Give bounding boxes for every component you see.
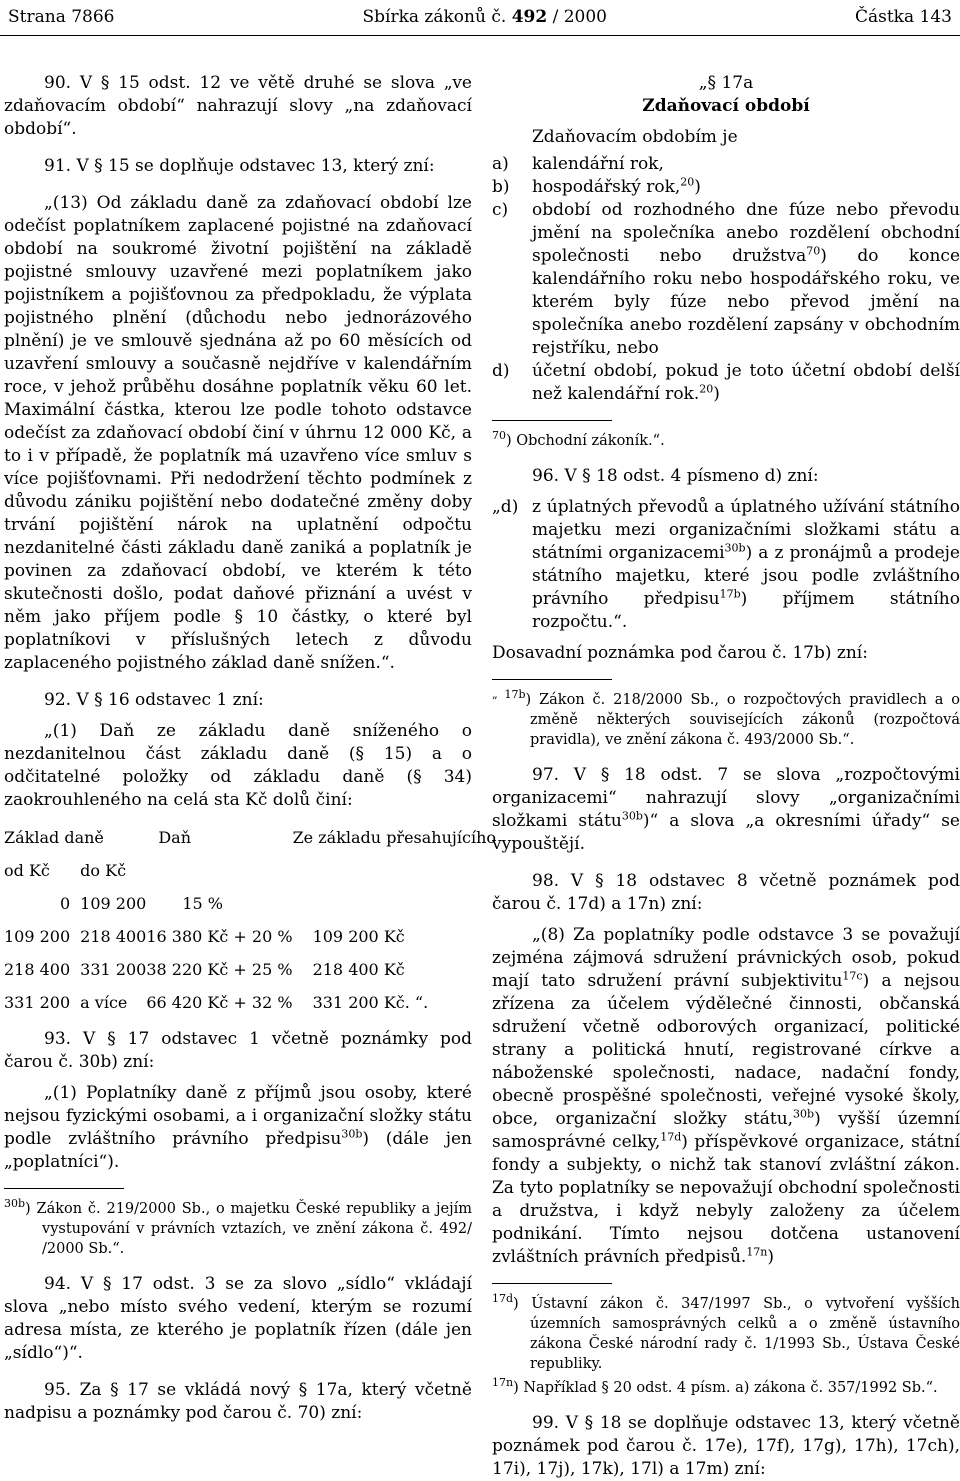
col-header-to: do Kč <box>80 861 127 880</box>
col-header-tax: Daň <box>158 828 192 847</box>
paragraph-96-note: Dosavadní poznámka pod čarou č. 17b) zní: <box>492 643 868 663</box>
section-17a-list <box>492 153 960 406</box>
paragraph-96: 96. V § 18 odst. 4 písmeno d) zní: <box>532 466 819 486</box>
footnote-17d: $^{17d}$) Ústavní zákon č. 347/1997 Sb., o vytvoření vyšších územních samosprávných celků a o změně ústavního zákona České národní rady č. 1/1993 Sb., Ústava České republiky. <box>492 1292 960 1372</box>
collection-title: Sbírka zákonů č. 492 / 2000 <box>362 6 607 27</box>
page-number: Strana 7866 <box>8 6 115 27</box>
section-17a-title: Zdaňovací období <box>642 96 810 116</box>
section-17a-intro: Zdaňovacím obdobím je <box>532 127 738 147</box>
col-header-from: od Kč <box>4 861 50 880</box>
tax-table <box>4 826 496 1024</box>
section-17a-heading: „§ 17a <box>698 73 754 93</box>
table-row: 218 400 331 200 38 220 Kč + 25 % 218 400 Kč <box>4 960 405 979</box>
paragraph-97: 97. V § 18 odst. 7 se slova „rozpočtovými organizacemi“ nahrazují slovy „organizačními složkami státu$^{30b}$)“ a slova „a okresními úřady“ se vypouštějí. <box>492 765 960 854</box>
footnote-70: $^{70}$) Obchodní zákoník.“. <box>492 429 665 449</box>
tax-table-header <box>4 826 496 859</box>
col-header-over: Ze základu přesahujícího <box>292 828 496 847</box>
paragraph-98-quote: „(8) Za poplatníky podle odstavce 3 se považují zejména zájmová sdružení právnických osob, pokud mají tato sdružení právní subjektivitu$^{17c}$) a nejsou zřízena za účelem výdělečné činnosti, občanská sdružení včetně odborových organizací, politické strany a politická hnutí, registrované církve a náboženské společnosti, nadace, nadační fondy, obecně prospěšné společnosti, veřejné vysoké školy, obce, organizační složky státu,$^{30b}$) vyšší územní samosprávné celky,$^{17d}$) příspěvkové organizace, státní fondy a subjekty, o nichž tak stanoví zvláštní zákon. Za tyto poplatníky se nepovažují obchodní společnosti a družstva, i když nebyly založeny za účelem podnikání. Tímto nejsou dotčena ustanovení zvláštních právních předpisů.$^{17n}$) <box>492 925 960 1267</box>
footnote-30b: $^{30b}$) Zákon č. 219/2000 Sb., o majetku České republiky a jejím vystupování v právních vztazích, ve znění zákona č. 492/ /2000 Sb.“. <box>4 1197 472 1257</box>
paragraph-96-quote: „d) z úplatných převodů a úplatného užívání státního majetku mezi organizačními složkami státu a státními organizacemi$^{30b}$) a z pronájmů a prodeje státního majetku, které jsou podle zvláštního právního předpisu$^{17b}$) příjmem státního rozpočtu.“. <box>492 497 960 632</box>
paragraph-92-quote: „(1) Daň ze základu daně sníženého o nezdanitelnou část základu daně (§ 15) a o odčitatelné položky od základu daně (§ 34) zaokrouhleného na celá sta Kč dolů činí: <box>4 721 472 810</box>
header-rule <box>0 35 960 36</box>
footnote-rule <box>492 420 612 421</box>
col-header-base: Základ daně <box>4 828 104 847</box>
table-row: 109 200 218 400 16 380 Kč + 20 % 109 200 Kč <box>4 927 405 946</box>
list-item: d) účetní období, pokud je toto účetní období delší než kalendářní rok.$^{20}$) <box>492 361 960 404</box>
page-header <box>0 0 960 34</box>
right-column <box>492 72 960 1481</box>
part-number: Částka 143 <box>854 6 952 27</box>
list-item: c) období od rozhodného dne fúze nebo převodu jmění na společníka anebo rozdělení obchodní společnosti nebo družstva$^{70}$) do konce kalendářního roku nebo hospodářského roku, ve kterém byly fúze nebo převod jmění na společníka anebo rozdělení zapsány v obchodním rejstříku, nebo <box>492 200 960 358</box>
paragraph-91: 91. V § 15 se doplňuje odstavec 13, který zní: <box>44 156 435 176</box>
table-row: 0 109 200 15 % <box>59 894 223 913</box>
paragraph-94: 94. V § 17 odst. 3 se za slovo „sídlo“ vkládají slova „nebo místo svého vedení, kterým se rozumí adresa místa, ze kterého je poplatník řízen (dále jen „sídlo“)“. <box>4 1274 472 1363</box>
paragraph-92: 92. V § 16 odstavec 1 zní: <box>44 690 264 710</box>
left-column <box>4 72 496 1425</box>
footnote-rule <box>492 679 612 680</box>
footnote-rule <box>492 1283 612 1284</box>
paragraph-98: 98. V § 18 odstavec 8 včetně poznámek pod čarou č. 17d) a 17n) zní: <box>492 871 960 914</box>
list-item: b) hospodářský rok,$^{20}$) <box>492 175 701 197</box>
paragraph-95: 95. Za § 17 se vkládá nový § 17a, který včetně nadpisu a poznámky pod čarou č. 70) zní: <box>4 1380 472 1423</box>
paragraph-91-quote: „(13) Od základu daně za zdaňovací období lze odečíst poplatníkem zaplacené pojistné na zdaňovací období na soukromé životní pojištění na základě pojistné smlouvy uzavřené mezi poplatníkem jako pojistníkem a pojišťovnou za předpokladu, že výplata pojistného plnění (důchodu nebo jednorázového plnění) je ve smlouvě sjednána až po 60 měsících od uzavření smlouvy a současně nejdříve v kalendářním roce, v jehož průběhu dosáhne poplatník věku 60 let. Maximální částka, kterou lze podle tohoto odstavce odečíst za zdaňovací období činí v úhrnu 12 000 Kč, a to i v případě, že poplatník má uzavřeno více smluv s více pojišťovnami. Při nedodržení těchto podmínek z důvodu zániku pojištění nebo dodatečné změny doby trvání pojištění nárok na uplatnění odpočtu nezdanitelné části základu daně zaniká a poplatník je povinen za zdaňovací období, ve kterém k této skutečnosti došlo, podat daňové přiznání a uvést v něm jako příjem podle § 10 částky, o které byl poplatníkovi v příslušných letech z důvodu zaplaceného pojistného základ daně snížen.“. <box>4 193 472 673</box>
list-item: a) kalendářní rok, <box>492 154 664 174</box>
collection-number: 492 <box>511 6 548 27</box>
footnote-17n: $^{17n}$) Například § 20 odst. 4 písm. a) zákona č. 357/1992 Sb.“. <box>492 1376 938 1396</box>
tax-table-subheader <box>4 859 496 892</box>
paragraph-93: 93. V § 17 odstavec 1 včetně poznámky pod čarou č. 30b) zní: <box>4 1029 472 1072</box>
footnote-17b: $^{„ 17b}$) Zákon č. 218/2000 Sb., o rozpočtových pravidlech a o změně některých souvisejících zákonů (rozpočtová pravidla), ve znění zákona č. 493/2000 Sb.“. <box>492 688 960 748</box>
footnote-rule <box>4 1188 124 1189</box>
paragraph-90: 90. V § 15 odst. 12 ve větě druhé se slova „ve zdaňovacím období“ nahrazují slovy „na zdaňovací období“. <box>4 73 472 139</box>
table-row: 331 200 a více 66 420 Kč + 32 % 331 200 Kč. “. <box>4 993 429 1012</box>
paragraph-99: 99. V § 18 se doplňuje odstavec 13, který včetně poznámek pod čarou č. 17e), 17f), 17g), 17h), 17ch), 17i), 17j), 17k), 17l) a 17m) zní: <box>492 1413 960 1479</box>
paragraph-93-quote: „(1) Poplatníky daně z příjmů jsou osoby, které nejsou fyzickými osobami, a i organizační složky státu podle zvláštního právního předpisu$^{30b}$) (dále jen „poplatníci“). <box>4 1083 472 1172</box>
